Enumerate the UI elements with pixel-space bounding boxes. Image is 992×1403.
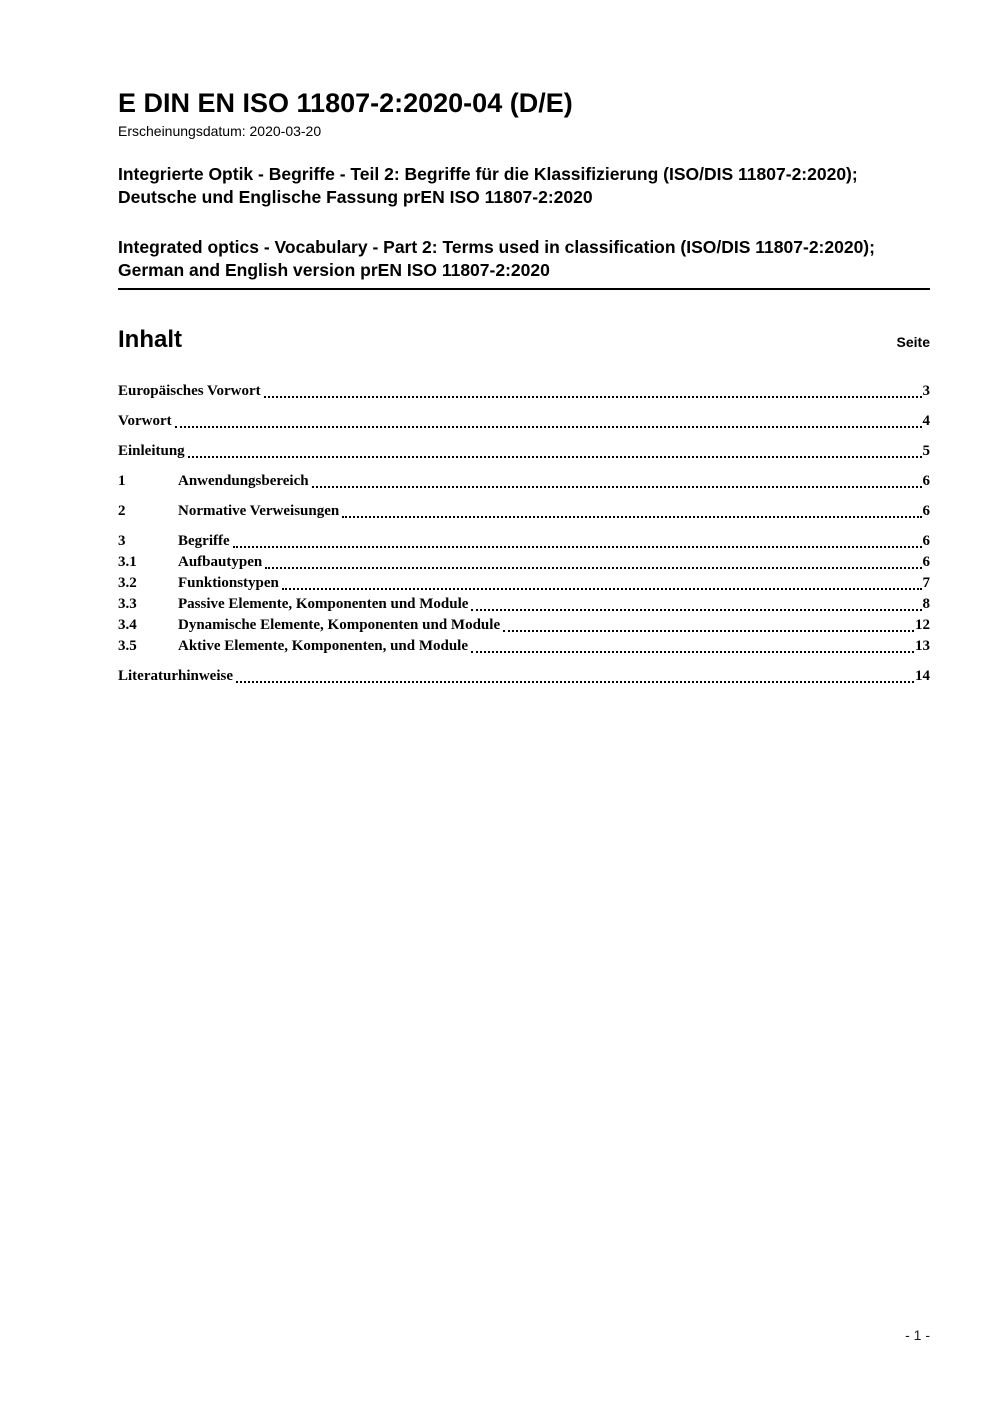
toc-leader-dots — [188, 456, 922, 458]
toc-entry — [118, 383, 930, 400]
toc-entry-title: Vorwort — [118, 413, 172, 430]
toc-leader-dots — [265, 567, 921, 569]
toc-entry-number: 2 — [118, 503, 126, 520]
toc-entry — [118, 575, 930, 592]
toc-entry — [118, 617, 930, 634]
toc-entry-title: Europäisches Vorwort — [118, 383, 261, 400]
toc-entry-title: Literaturhinweise — [118, 668, 233, 685]
toc-leader-dots — [471, 609, 921, 611]
page-content — [0, 0, 992, 685]
toc-entry-page: 6 — [922, 503, 930, 520]
toc-entry-number: 3.1 — [118, 554, 137, 571]
toc-leader-dots — [312, 486, 922, 488]
toc-entry-page: 12 — [915, 617, 930, 634]
toc-entry-title: Passive Elemente, Komponenten und Module — [178, 596, 469, 613]
toc-entry-number: 3 — [118, 533, 126, 550]
toc-entry-number: 3.2 — [118, 575, 137, 592]
toc-entry-title: Begriffe — [178, 533, 230, 550]
toc-entry-number: 1 — [118, 473, 126, 490]
german-title: Integrierte Optik - Begriffe - Teil 2: Begriffe für die Klassifizierung (ISO/DIS 11807-2:2020); Deutsche und Englische Fassung prEN ISO 11807-2:2020 — [118, 164, 858, 208]
publication-date: Erscheinungsdatum: 2020-03-20 — [118, 123, 322, 140]
toc-leader-dots — [175, 426, 922, 428]
toc-entry-page: 3 — [922, 383, 930, 400]
toc-entry-page: 5 — [922, 443, 930, 460]
toc-entry-title: Dynamische Elemente, Komponenten und Module — [178, 617, 501, 634]
toc-entry-title: Funktionstypen — [178, 575, 279, 592]
toc-entry-page: 6 — [922, 533, 930, 550]
toc-entry-page: 6 — [922, 554, 930, 571]
toc-entry-number: 3.4 — [118, 617, 137, 634]
english-title: Integrated optics - Vocabulary - Part 2: Terms used in classification (ISO/DIS 11807-2:2020); German and English version prEN ISO 11807-2:2020 — [118, 236, 930, 290]
toc-entry-title: Normative Verweisungen — [178, 503, 340, 520]
toc-entry — [118, 638, 930, 655]
toc-heading: Inhalt — [118, 326, 182, 354]
toc-entry-page: 7 — [922, 575, 930, 592]
toc-entry — [118, 503, 930, 520]
toc-entry-title: Einleitung — [118, 443, 185, 460]
toc-leader-dots — [282, 588, 922, 590]
page-number-footer: - 1 - — [905, 1327, 930, 1343]
toc-header — [118, 326, 930, 354]
toc-list — [118, 383, 930, 685]
toc-leader-dots — [342, 516, 921, 518]
toc-entry-number: 3.5 — [118, 638, 137, 655]
toc-entry — [118, 473, 930, 490]
document-title: E DIN EN ISO 11807-2:2020-04 (D/E) — [118, 88, 573, 118]
toc-entry — [118, 596, 930, 613]
toc-entry-title: Aktive Elemente, Komponenten, und Module — [178, 638, 469, 655]
toc-entry — [118, 443, 930, 460]
toc-page-label: Seite — [896, 334, 930, 351]
toc-entry-page: 13 — [915, 638, 930, 655]
toc-entry-page: 14 — [915, 668, 930, 685]
toc-entry-title: Aufbautypen — [178, 554, 263, 571]
toc-entry-number: 3.3 — [118, 596, 137, 613]
toc-entry-title: Anwendungsbereich — [178, 473, 309, 490]
toc-leader-dots — [264, 396, 922, 398]
toc-entry-page: 4 — [922, 413, 930, 430]
toc-entry-page: 8 — [922, 596, 930, 613]
toc-entry — [118, 554, 930, 571]
toc-leader-dots — [233, 546, 922, 548]
toc-leader-dots — [471, 651, 914, 653]
toc-leader-dots — [236, 681, 914, 683]
toc-leader-dots — [503, 630, 914, 632]
toc-entry — [118, 413, 930, 430]
toc-entry — [118, 668, 930, 685]
toc-entry-page: 6 — [922, 473, 930, 490]
toc-entry — [118, 533, 930, 550]
